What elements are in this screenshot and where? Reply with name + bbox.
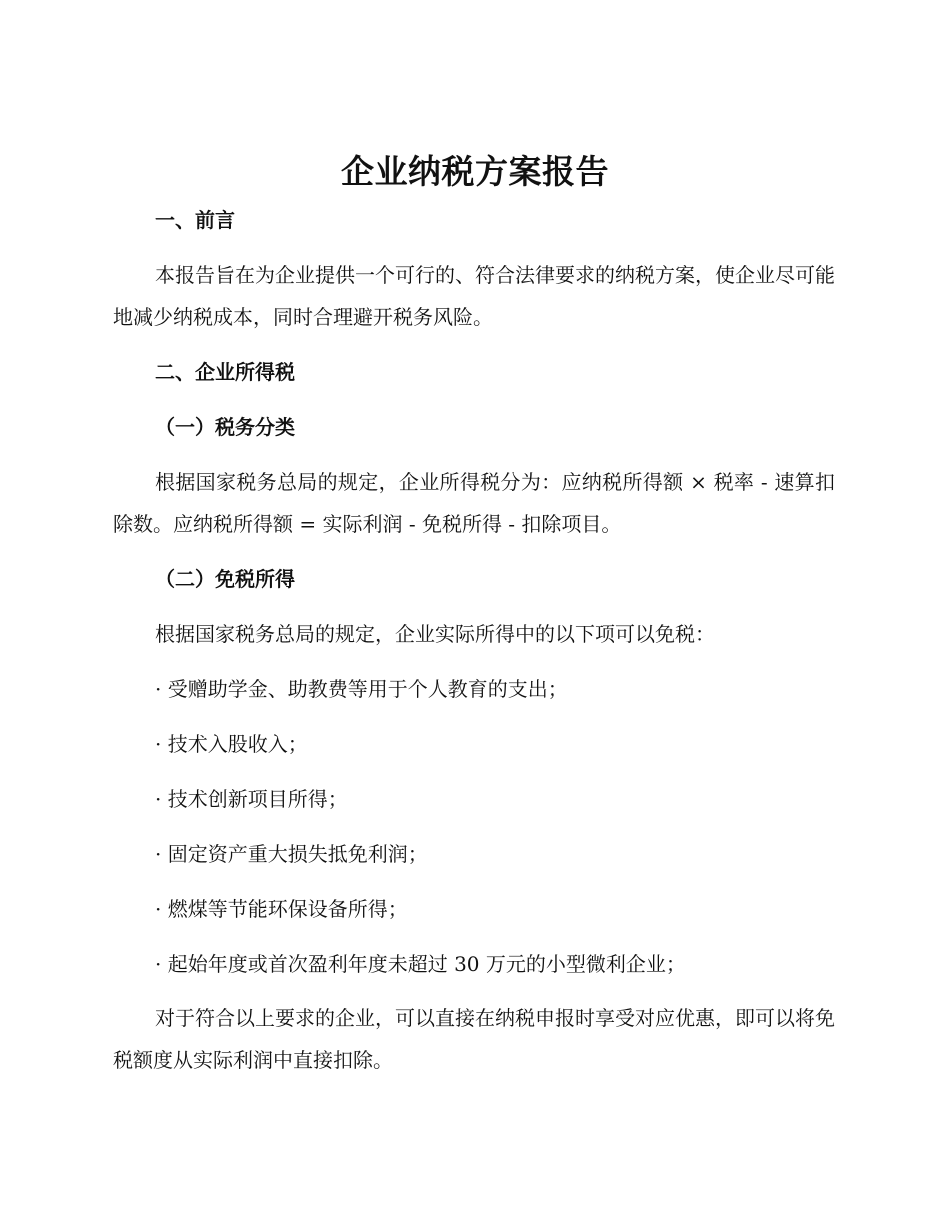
- preface-paragraph: 本报告旨在为企业提供一个可行的、符合法律要求的纳税方案，使企业尽可能地减少纳税成本，同时合理避开税务风险。: [113, 263, 835, 329]
- exempt-list-item: · 技术创新项目所得；: [155, 787, 348, 811]
- classification-paragraph: 根据国家税务总局的规定，企业所得税分为：应纳税所得额 × 税率 - 速算扣除数。应纳税所得额 = 实际利润 - 免税所得 - 扣除项目。: [113, 470, 835, 536]
- exempt-list-item: · 固定资产重大损失抵免利润；: [155, 842, 428, 866]
- subsection-heading-classification: （一）税务分类: [155, 415, 295, 439]
- exempt-list-item: · 技术入股收入；: [155, 732, 308, 756]
- section-heading-preface: 一、前言: [155, 208, 235, 232]
- exempt-list-item: · 起始年度或首次盈利年度未超过 30 万元的小型微利企业；: [155, 952, 686, 976]
- exempt-list-item: · 燃煤等节能环保设备所得；: [155, 897, 408, 921]
- exempt-intro: 根据国家税务总局的规定，企业实际所得中的以下项可以免税：: [155, 622, 715, 646]
- exempt-conclusion: 对于符合以上要求的企业，可以直接在纳税申报时享受对应优惠，即可以将免税额度从实际利润中直接扣除。: [113, 1006, 835, 1072]
- section-heading-income-tax: 二、企业所得税: [155, 360, 295, 384]
- exempt-list-item: · 受赠助学金、助教费等用于个人教育的支出；: [155, 677, 568, 701]
- document-title: 企业纳税方案报告: [341, 152, 609, 191]
- subsection-heading-exempt: （二）免税所得: [155, 567, 295, 591]
